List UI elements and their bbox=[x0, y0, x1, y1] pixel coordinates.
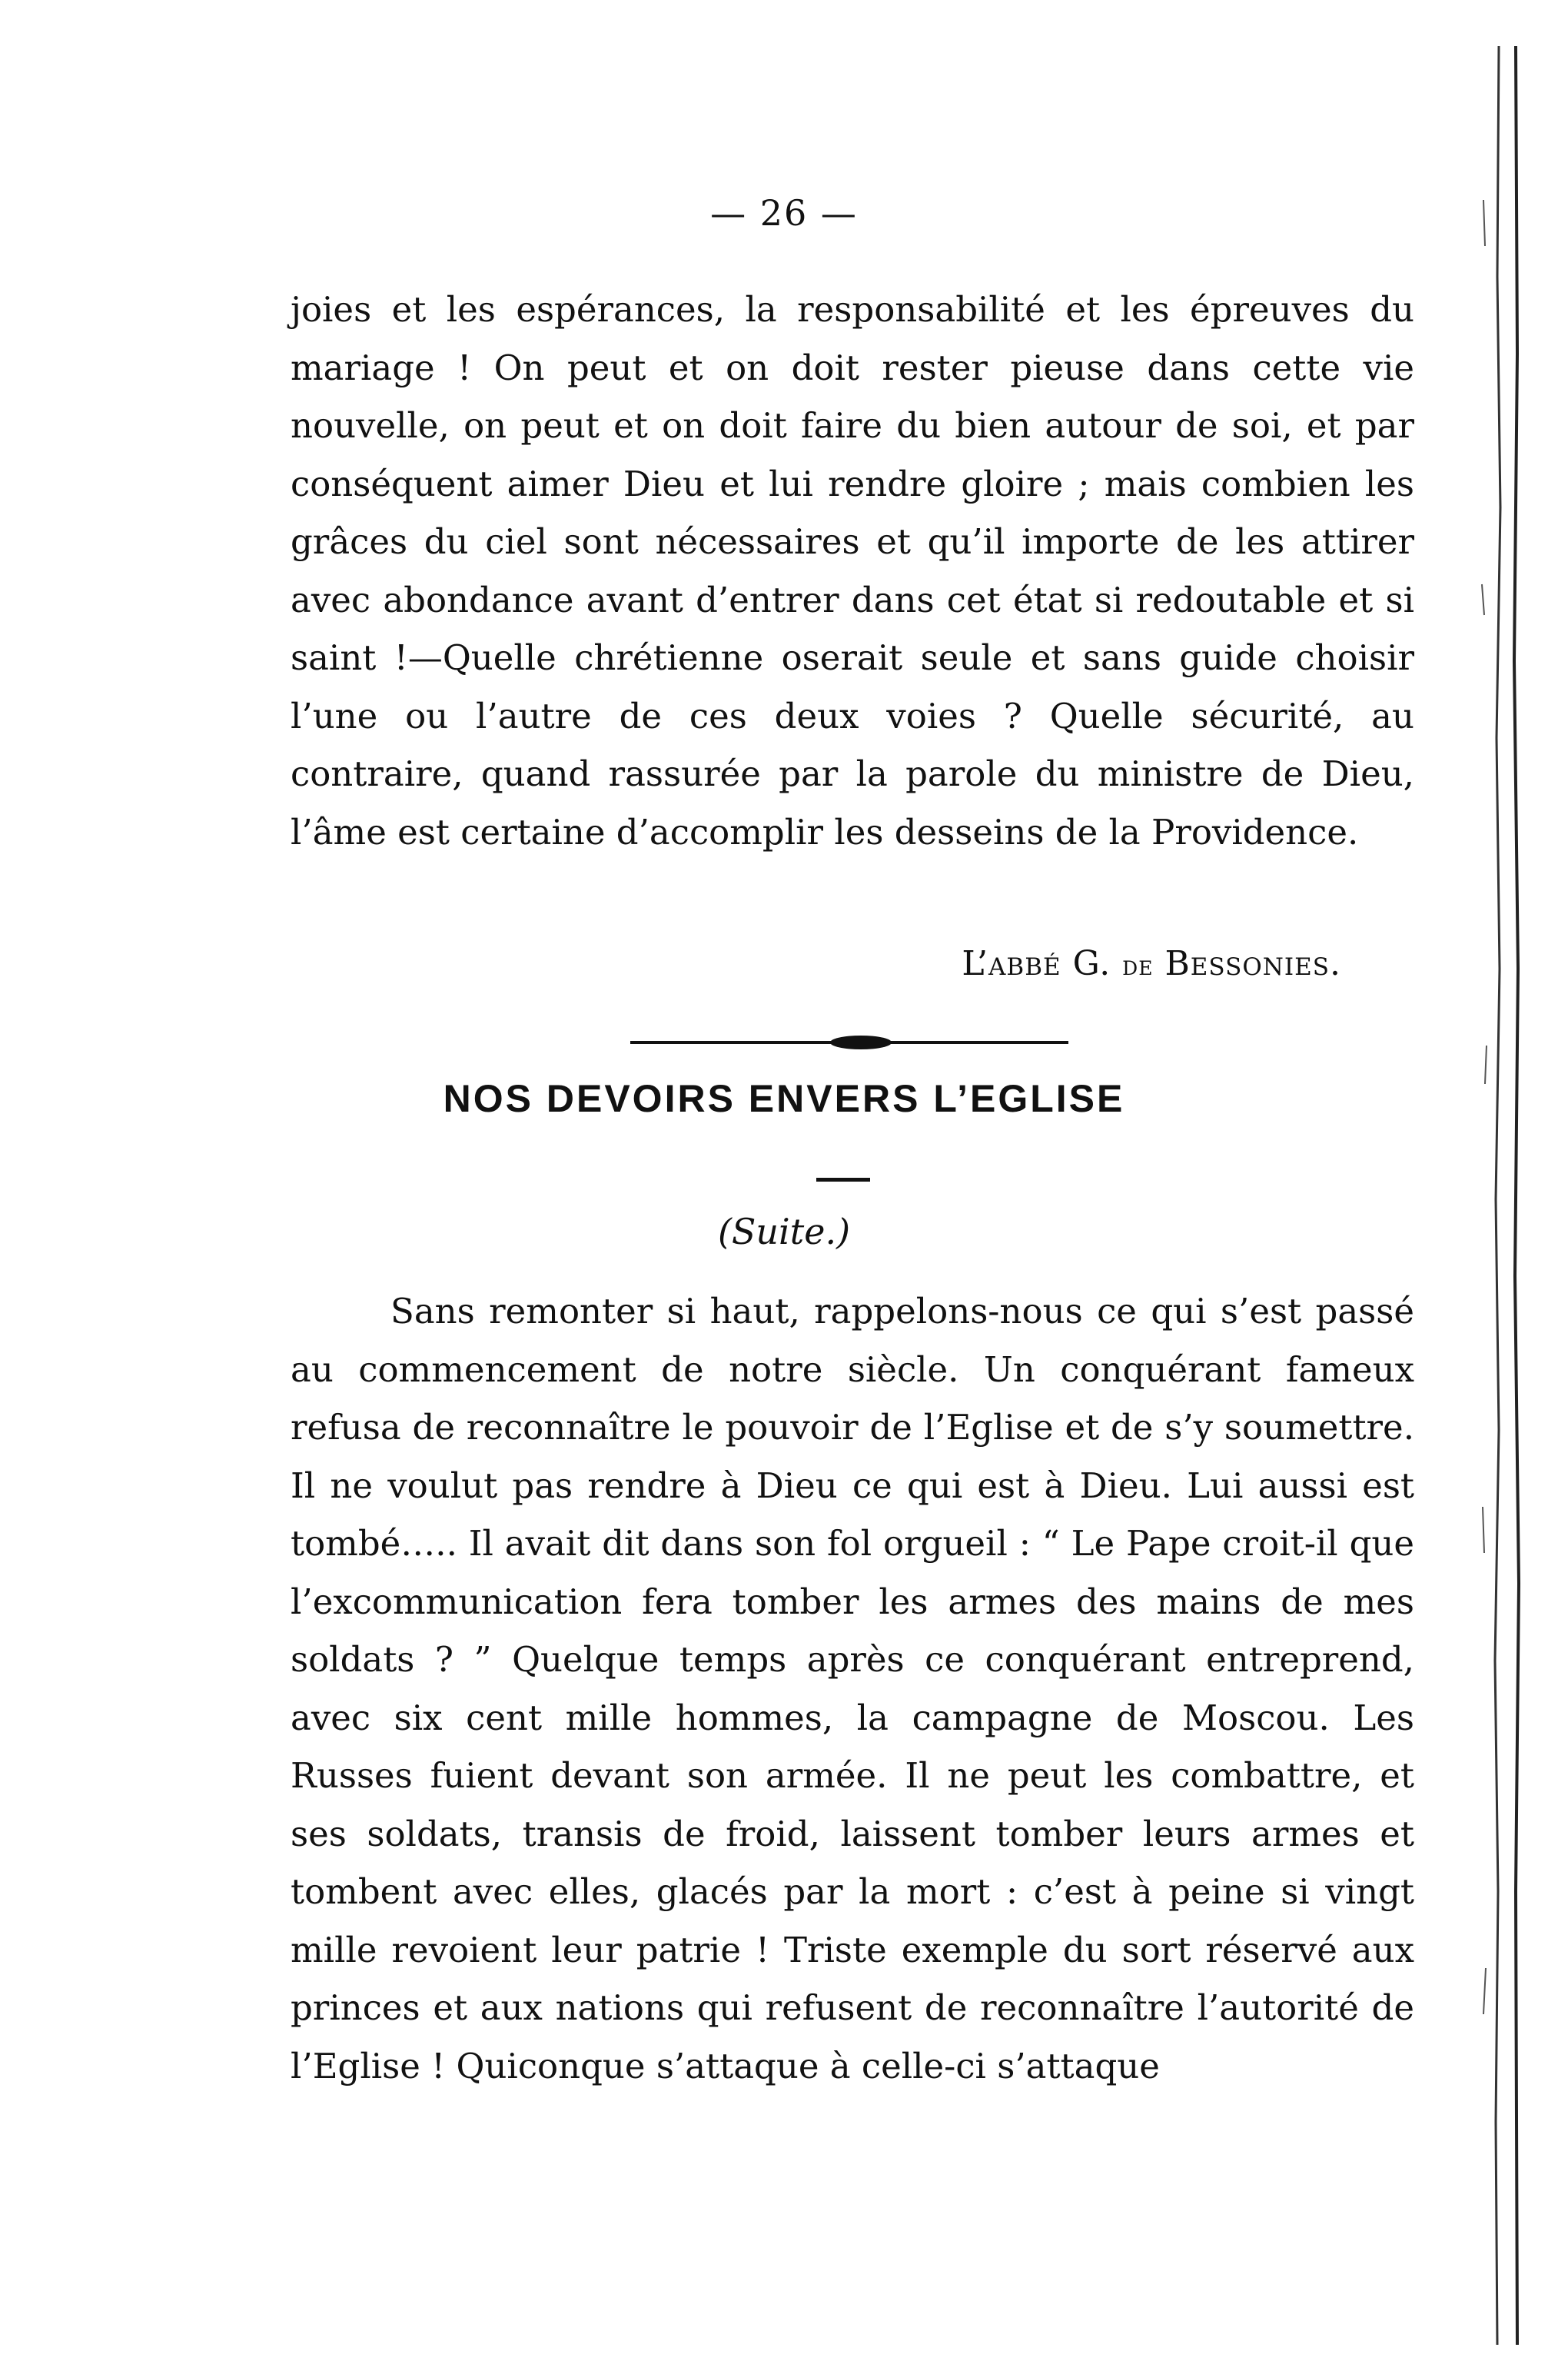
section-paragraph: Sans remonter si haut, rappelons-nous ce qui s’est passé au commencement de notre siècle. Un conquérant fameux refusa de reconnaître le pouvoir de l’Eglise et de s’y soumettre. Il ne voulut pas rendre à Dieu ce qui est à Dieu. Lui aussi est tombé….. Il avait dit dans son fol orgueil : “ Le Pape croit-il que l’excommunication fera tomber les armes des mains de mes soldats ? ” Quelque temps après ce conquérant entreprend, avec six cent mille hommes, la campagne de Moscou. Les Russes fuient devant son armée. Il ne peut les combattre, et ses soldats, transis de froid, laissent tomber leurs armes et tombent avec elles, glacés par la mort : c’est à peine si vingt mille revoient leur patrie ! Triste exemple du sort réservé aux princes et aux nations qui refusent de reconnaître l’autorité de l’Eglise ! Quiconque s’attaque à celle-ci s’attaque bbox=[291, 1291, 1414, 2086]
section-subtitle: (Suite.) bbox=[717, 1211, 851, 1252]
section-divider-ornament bbox=[630, 1033, 1068, 1052]
section-text-block bbox=[291, 1282, 1414, 2095]
continuation-paragraph: joies et les espérances, la responsabilité et les épreuves du mariage ! On peut et on doit rester pieuse dans cette vie nouvelle, on peut et on doit faire du bien autour de soi, et par conséquent aimer Dieu et lui rendre gloire ; mais combien les grâces du ciel sont nécessaires et qu’il importe de les attirer avec abondance avant d’entrer dans cet état si redoutable et si saint !—Quelle chrétienne oserait seule et sans guide choisir l’une ou l’autre de ces deux voies ? Quelle sécurité, au contraire, quand rassurée par la parole du ministre de Dieu, l’âme est certaine d’accomplir les desseins de la Providence. bbox=[291, 289, 1414, 853]
section-title: NOS DEVOIRS ENVERS L’EGLISE bbox=[443, 1077, 1125, 1120]
signature-particle: de bbox=[1122, 950, 1154, 982]
page-number: — 26 — bbox=[710, 192, 858, 234]
author-signature bbox=[0, 944, 1341, 983]
scanned-page-edge bbox=[1468, 46, 1530, 2345]
signature-prefix: L’abbé G. bbox=[962, 944, 1123, 983]
signature-name: Bessonies. bbox=[1153, 944, 1341, 983]
title-rule bbox=[816, 1178, 870, 1182]
continuation-text-block bbox=[291, 281, 1414, 861]
